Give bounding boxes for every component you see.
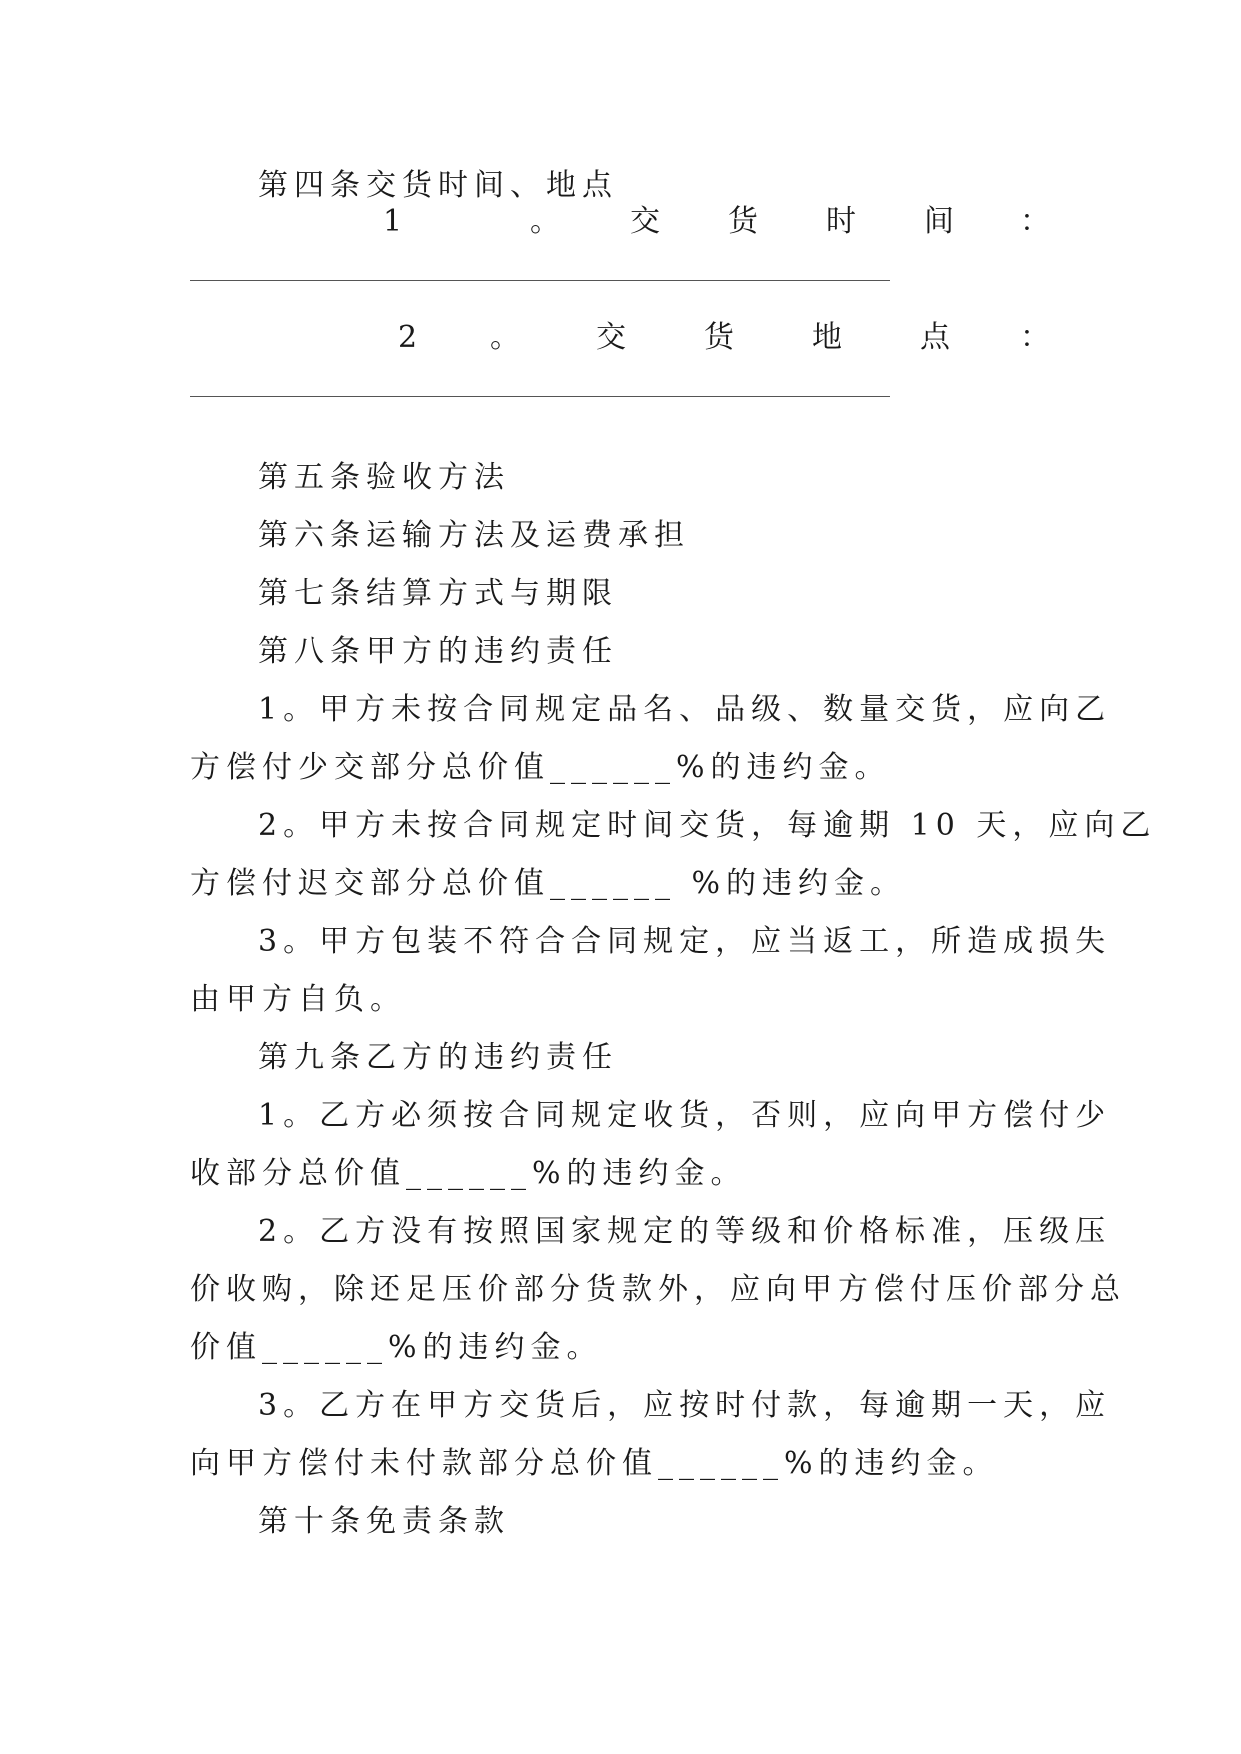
paragraph-line: 2。甲方未按合同规定时间交货，每逾期 10 天，应向乙 xyxy=(258,808,1157,843)
paragraph-line: 方偿付迟交部分总价值______ %的违约金。 xyxy=(190,866,907,901)
paragraph-line: 价收购，除还足压价部分货款外，应向甲方偿付压价部分总 xyxy=(190,1272,1126,1307)
paragraph-line: 向甲方偿付未付款部分总价值______%的违约金。 xyxy=(190,1446,999,1481)
item-char: 货 xyxy=(704,320,734,355)
item-char: 时 xyxy=(826,204,856,239)
paragraph-line: 价值______%的违约金。 xyxy=(190,1330,603,1365)
paragraph-line: 收部分总价值______%的违约金。 xyxy=(190,1156,747,1191)
item-char: 点 xyxy=(920,320,950,355)
item-colon: ： xyxy=(1020,204,1050,239)
item-number: 1 xyxy=(383,204,403,239)
item-number: 2 xyxy=(398,320,418,355)
article-7-title: 第七条结算方式与期限 xyxy=(258,576,618,611)
item-colon: ： xyxy=(1020,320,1050,355)
item-char: 地 xyxy=(812,320,842,355)
item-char: 交 xyxy=(630,204,660,239)
article-8-title: 第八条甲方的违约责任 xyxy=(258,634,618,669)
article-10-title: 第十条免责条款 xyxy=(258,1504,510,1539)
item-char: 货 xyxy=(728,204,758,239)
item-punct: 。 xyxy=(490,320,520,355)
paragraph-line: 方偿付少交部分总价值______%的违约金。 xyxy=(190,750,891,785)
paragraph-line: 由甲方自负。 xyxy=(190,982,406,1017)
blank-underline xyxy=(190,396,890,397)
article-6-title: 第六条运输方法及运费承担 xyxy=(258,518,690,553)
item-punct: 。 xyxy=(530,204,560,239)
article-4-title: 第四条交货时间、地点 xyxy=(258,168,618,203)
paragraph-line: 1。甲方未按合同规定品名、品级、数量交货，应向乙 xyxy=(258,692,1112,727)
paragraph-line: 1。乙方必须按合同规定收货，否则，应向甲方偿付少 xyxy=(258,1098,1112,1133)
paragraph-line: 2。乙方没有按照国家规定的等级和价格标准，压级压 xyxy=(258,1214,1112,1249)
item-char: 交 xyxy=(596,320,626,355)
paragraph-line: 3。乙方在甲方交货后，应按时付款，每逾期一天，应 xyxy=(258,1388,1112,1423)
article-5-title: 第五条验收方法 xyxy=(258,460,510,495)
paragraph-line: 3。甲方包装不符合合同规定，应当返工，所造成损失 xyxy=(258,924,1112,959)
article-9-title: 第九条乙方的违约责任 xyxy=(258,1040,618,1075)
item-char: 间 xyxy=(924,204,954,239)
blank-underline xyxy=(190,280,890,281)
